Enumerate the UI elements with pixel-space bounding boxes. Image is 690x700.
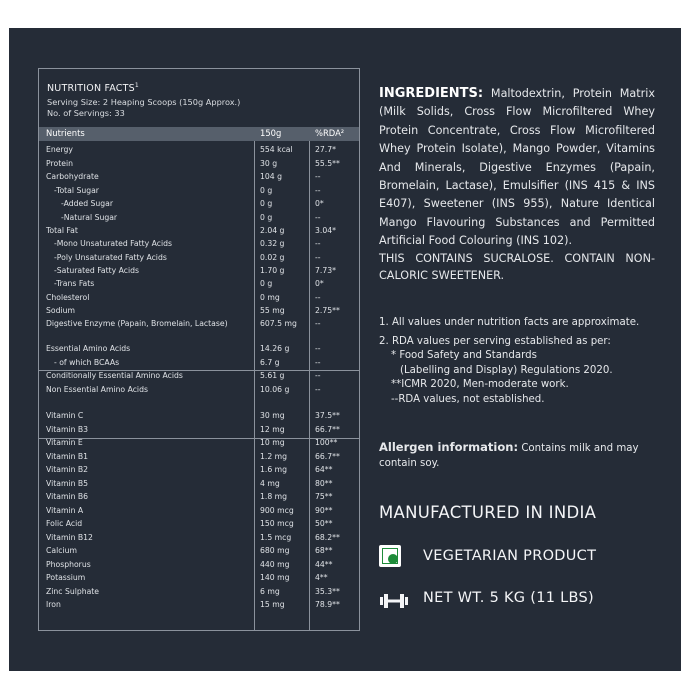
nutrient-name: Vitamin E bbox=[46, 438, 83, 447]
nutrient-name: -Natural Sugar bbox=[61, 213, 118, 222]
nutrient-amount: 554 kcal bbox=[260, 145, 293, 154]
table-row bbox=[39, 560, 359, 573]
nutrient-rda: -- bbox=[315, 293, 321, 302]
nutrient-name: -Mono Unsaturated Fatty Acids bbox=[54, 239, 172, 248]
nutrient-amount: 12 mg bbox=[260, 425, 285, 434]
ingredients-heading: INGREDIENTS: bbox=[379, 86, 484, 101]
table-row bbox=[39, 306, 359, 319]
ingredients-block bbox=[379, 85, 655, 251]
nutrient-amount: 1.2 mg bbox=[260, 452, 288, 461]
footnote-2c: **ICMR 2020, Men-moderate work. bbox=[391, 379, 569, 390]
serving-info bbox=[47, 97, 240, 119]
nutrient-rda: 78.9** bbox=[315, 600, 340, 609]
nutrient-rda: 4** bbox=[315, 573, 328, 582]
footnotes bbox=[379, 316, 655, 407]
nutrient-name: - of which BCAAs bbox=[54, 358, 120, 367]
nutrient-name: Vitamin B3 bbox=[46, 425, 89, 434]
nutrient-amount: 140 mg bbox=[260, 573, 290, 582]
table-row bbox=[39, 411, 359, 424]
nutrient-rda: 2.75** bbox=[315, 306, 340, 315]
table-row bbox=[39, 492, 359, 505]
nutrient-name: Total Fat bbox=[46, 226, 78, 235]
nutrient-amount: 104 g bbox=[260, 172, 282, 181]
footnote-2: 2. RDA values per serving established as per: bbox=[379, 335, 611, 347]
table-row bbox=[39, 600, 359, 613]
nutrient-rda: 64** bbox=[315, 465, 333, 474]
nutrient-name: Vitamin C bbox=[46, 411, 84, 420]
nutrient-amount: 5.61 g bbox=[260, 371, 285, 380]
nutrient-name: Phosphorus bbox=[46, 560, 91, 569]
nutrient-rda: 0* bbox=[315, 199, 324, 208]
nutrient-rda: 68** bbox=[315, 546, 333, 555]
nutrient-name: Vitamin B6 bbox=[46, 492, 89, 501]
table-row bbox=[39, 293, 359, 306]
nutrient-rda: 27.7* bbox=[315, 145, 336, 154]
nutrient-name: Calcium bbox=[46, 546, 77, 555]
nutrient-rda: -- bbox=[315, 239, 321, 248]
table-row bbox=[39, 465, 359, 478]
nutrient-rda: 37.5** bbox=[315, 411, 340, 420]
nutrient-amount: 607.5 mg bbox=[260, 319, 297, 328]
table-row bbox=[39, 159, 359, 172]
nutrient-name: -Saturated Fatty Acids bbox=[54, 266, 140, 275]
nutrient-rda: 80** bbox=[315, 479, 333, 488]
table-row bbox=[39, 266, 359, 279]
net-weight: NET WT. 5 KG (11 LBS) bbox=[423, 590, 595, 606]
nutrient-rda: 44** bbox=[315, 560, 333, 569]
nutrient-name: Non Essential Amino Acids bbox=[46, 385, 148, 394]
table-row bbox=[39, 479, 359, 492]
serving-size: Serving Size: 2 Heaping Scoops (150g Approx.) bbox=[47, 97, 241, 107]
table-row bbox=[39, 145, 359, 158]
table-row bbox=[39, 533, 359, 546]
table-row bbox=[39, 519, 359, 532]
nutrient-amount: 0 mg bbox=[260, 293, 280, 302]
nutrient-amount: 1.70 g bbox=[260, 266, 285, 275]
veg-mark-icon bbox=[379, 545, 401, 567]
table-row bbox=[39, 371, 359, 384]
ingredients-text: Maltodextrin, Protein Matrix (Milk Solids, Cross Flow Microfiltered Whey Protein Concentrate, Cross Flow Microfiltered Whey Protein Isolate), Mango Powder, Vitamins And Minerals, Digestive Enzymes (Papain, Bromelain, Lactase), Emulsifier (INS 415 & INS E407), Sweetener (INS 955), Nature Identical Mango Flavouring Substances and Permitted Artificial Food Colouring (INS 102). bbox=[379, 87, 655, 248]
nutrient-rda: -- bbox=[315, 319, 321, 328]
nutrient-name: Vitamin B1 bbox=[46, 452, 89, 461]
nutrient-amount: 14.26 g bbox=[260, 344, 290, 353]
table-row bbox=[39, 186, 359, 199]
nutrient-amount: 6 mg bbox=[260, 587, 280, 596]
table-row bbox=[39, 239, 359, 252]
nutrient-rda: 50** bbox=[315, 519, 333, 528]
nutrient-name: Conditionally Essential Amino Acids bbox=[46, 371, 183, 380]
nutrient-name: Zinc Sulphate bbox=[46, 587, 100, 596]
table-row bbox=[39, 587, 359, 600]
nutrient-rda: 55.5** bbox=[315, 159, 340, 168]
nutrient-rda: 75** bbox=[315, 492, 333, 501]
nutrient-amount: 2.04 g bbox=[260, 226, 285, 235]
nutrient-name: Vitamin B2 bbox=[46, 465, 89, 474]
nutrient-amount: 10.06 g bbox=[260, 385, 290, 394]
nutrient-rda: -- bbox=[315, 213, 321, 222]
footnote-2d: --RDA values, not established. bbox=[391, 393, 545, 405]
allergen-info bbox=[379, 440, 655, 471]
table-row bbox=[39, 344, 359, 357]
footnote-2b: (Labelling and Display) Regulations 2020. bbox=[400, 364, 613, 376]
nutrient-rda: 66.7** bbox=[315, 425, 340, 434]
allergen-heading: Allergen information: bbox=[379, 440, 519, 454]
nutrient-name: -Total Sugar bbox=[54, 186, 99, 195]
sucralose-notice: THIS CONTAINS SUCRALOSE. CONTAIN NON-CALORIC SWEETENER. bbox=[379, 252, 655, 282]
allergen-text: Contains milk and may contain soy. bbox=[379, 443, 639, 469]
footnote-1: 1. All values under nutrition facts are approximate. bbox=[379, 317, 640, 328]
nutrient-name: Sodium bbox=[46, 306, 75, 315]
nutrient-amount: 55 mg bbox=[260, 306, 285, 315]
nutrient-amount: 4 mg bbox=[260, 479, 280, 488]
nutrient-amount: 0 g bbox=[260, 186, 273, 195]
nutrient-amount: 440 mg bbox=[260, 560, 290, 569]
table-row bbox=[39, 385, 359, 398]
nutrient-amount: 1.6 mg bbox=[260, 465, 288, 474]
nutrient-name: -Trans Fats bbox=[54, 279, 95, 288]
nutrient-name: Folic Acid bbox=[46, 519, 83, 528]
table-row bbox=[39, 172, 359, 185]
servings-count: No. of Servings: 33 bbox=[47, 108, 125, 118]
nutrient-name: Vitamin B12 bbox=[46, 533, 93, 542]
table-row bbox=[39, 358, 359, 371]
table-header bbox=[39, 127, 359, 141]
nutrient-name: Digestive Enzyme (Papain, Bromelain, Lactase) bbox=[46, 319, 228, 328]
nutrient-amount: 1.8 mg bbox=[260, 492, 288, 501]
nutrient-name: Energy bbox=[46, 145, 73, 154]
nutrient-name: Carbohydrate bbox=[46, 172, 99, 181]
table-row bbox=[39, 506, 359, 519]
nutrient-rda: -- bbox=[315, 344, 321, 353]
table-row bbox=[39, 319, 359, 332]
nutrient-rda: -- bbox=[315, 385, 321, 394]
nutrient-rda: -- bbox=[315, 186, 321, 195]
nutrient-name: Potassium bbox=[46, 573, 86, 582]
nutrient-amount: 900 mcg bbox=[260, 506, 294, 515]
header-amount: 150g bbox=[260, 128, 282, 138]
table-row bbox=[39, 425, 359, 438]
nutrient-rda: -- bbox=[315, 358, 321, 367]
nutrient-amount: 0 g bbox=[260, 199, 273, 208]
nutrient-name: Protein bbox=[46, 159, 73, 168]
nutrient-rda: 68.2** bbox=[315, 533, 340, 542]
label-panel bbox=[9, 28, 681, 671]
nutrient-amount: 0.32 g bbox=[260, 239, 285, 248]
dumbbell-icon bbox=[379, 593, 409, 609]
nutrient-amount: 15 mg bbox=[260, 600, 285, 609]
table-row bbox=[39, 253, 359, 266]
nutrient-rda: 66.7** bbox=[315, 452, 340, 461]
nutrient-rda: -- bbox=[315, 253, 321, 262]
table-row bbox=[39, 573, 359, 586]
table-row bbox=[39, 213, 359, 226]
table-row bbox=[39, 438, 359, 451]
nutrient-rda: 100** bbox=[315, 438, 338, 447]
table-row bbox=[39, 226, 359, 239]
nutrient-rda: 0* bbox=[315, 279, 324, 288]
table-row bbox=[39, 452, 359, 465]
nutrient-name: -Poly Unsaturated Fatty Acids bbox=[54, 253, 167, 262]
nutrient-amount: 10 mg bbox=[260, 438, 285, 447]
vegetarian-product: VEGETARIAN PRODUCT bbox=[423, 548, 597, 564]
manufactured-in: MANUFACTURED IN INDIA bbox=[379, 503, 597, 522]
nutrition-facts-title: NUTRITION FACTS$^1$ bbox=[47, 82, 139, 95]
table-row bbox=[39, 279, 359, 292]
nutrient-amount: 0.02 g bbox=[260, 253, 285, 262]
nutrient-rda: 7.73* bbox=[315, 266, 336, 275]
nutrient-amount: 680 mg bbox=[260, 546, 290, 555]
nutrient-amount: 6.7 g bbox=[260, 358, 280, 367]
nutrient-name: Iron bbox=[46, 600, 61, 609]
nutrient-name: Essential Amino Acids bbox=[46, 344, 131, 353]
footnote-2a: * Food Safety and Standards bbox=[391, 350, 537, 361]
nutrient-amount: 30 g bbox=[260, 159, 278, 168]
nutrient-rda: -- bbox=[315, 371, 321, 380]
nutrient-name: -Added Sugar bbox=[61, 199, 114, 208]
table-row bbox=[39, 546, 359, 559]
nutrient-name: Vitamin A bbox=[46, 506, 84, 515]
nutrition-facts-table bbox=[38, 68, 360, 631]
nutrient-name: Vitamin B5 bbox=[46, 479, 89, 488]
nutrient-rda: -- bbox=[315, 172, 321, 181]
header-rda: %RDA² bbox=[315, 128, 345, 138]
nutrient-amount: 150 mcg bbox=[260, 519, 294, 528]
nutrient-amount: 1.5 mcg bbox=[260, 533, 292, 542]
nutrient-rda: 90** bbox=[315, 506, 333, 515]
nutrient-amount: 0 g bbox=[260, 213, 273, 222]
nutrient-amount: 0 g bbox=[260, 279, 273, 288]
nutrient-rda: 35.3** bbox=[315, 587, 340, 596]
header-nutrients: Nutrients bbox=[46, 128, 85, 138]
nutrient-amount: 30 mg bbox=[260, 411, 285, 420]
nutrient-name: Cholesterol bbox=[46, 293, 90, 302]
nutrient-rda: 3.04* bbox=[315, 226, 336, 235]
table-row bbox=[39, 199, 359, 212]
